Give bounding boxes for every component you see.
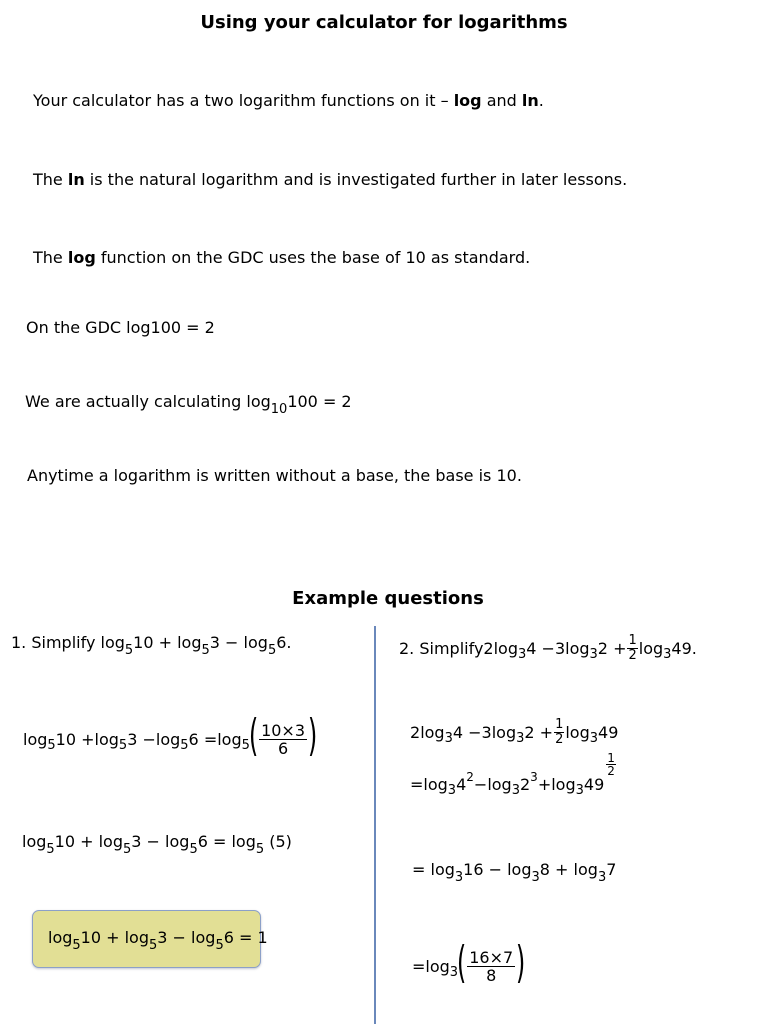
base: 3 xyxy=(454,870,464,885)
log: log xyxy=(551,774,576,794)
fraction xyxy=(259,722,307,757)
log: log xyxy=(191,928,216,947)
paren-open: ( xyxy=(248,710,259,761)
term: 4 − xyxy=(452,722,482,742)
log: log xyxy=(487,774,512,794)
term: 6. xyxy=(276,633,292,652)
base: 5 xyxy=(124,643,134,658)
denominator: 8 xyxy=(486,965,497,985)
base: 5 xyxy=(47,737,56,753)
base: 5 xyxy=(118,737,128,753)
intro-paragraph-1 xyxy=(33,91,544,110)
term: 10 + xyxy=(133,633,178,652)
log: log xyxy=(565,638,590,658)
text-segment: 100 = 2 xyxy=(287,392,352,411)
log: log xyxy=(565,722,590,742)
operator: − xyxy=(473,774,488,794)
log: log xyxy=(243,633,268,652)
operator: + xyxy=(537,774,552,794)
coefficient: 3 xyxy=(554,638,566,658)
text-segment: and xyxy=(481,91,522,110)
column-divider xyxy=(374,626,376,1024)
log: log xyxy=(100,633,125,652)
half-fraction xyxy=(627,634,637,663)
term: 4 xyxy=(456,774,467,794)
text-segment: . xyxy=(538,91,544,110)
log: log xyxy=(491,722,517,742)
text-segment: The xyxy=(33,248,68,267)
text-segment: We are actually calculating log xyxy=(25,392,271,411)
log: log xyxy=(155,729,181,749)
log: log xyxy=(98,832,123,851)
keyword-log: log xyxy=(453,91,482,110)
denominator: 2 xyxy=(628,647,637,663)
log: log xyxy=(638,638,664,658)
half-fraction xyxy=(554,718,564,747)
base: 3 xyxy=(531,870,540,885)
base: 5 xyxy=(46,842,55,857)
coefficient: 2 xyxy=(410,722,421,742)
numerator: 10×3 xyxy=(261,720,306,740)
q2-step-3 xyxy=(412,860,617,885)
numerator: 16×7 xyxy=(469,947,514,967)
term: 10 + xyxy=(55,729,95,749)
exponent-fraction xyxy=(606,752,616,777)
base: 5 xyxy=(149,938,158,953)
base: 5 xyxy=(267,643,277,658)
log: log xyxy=(48,928,73,947)
question-label: 1. Simplify xyxy=(11,633,101,652)
term: 3 − xyxy=(209,633,244,652)
base: 5 xyxy=(72,938,81,953)
exponent: 2 xyxy=(466,770,474,784)
gdc-example: On the GDC log100 = 2 xyxy=(26,318,215,337)
intro-paragraph-3 xyxy=(33,248,530,267)
term: 8 + xyxy=(539,860,574,879)
intro-paragraph-2 xyxy=(33,170,627,189)
page-title: Using your calculator for logarithms xyxy=(200,12,568,33)
paren-open: ( xyxy=(264,832,276,851)
numerator: 1 xyxy=(607,750,615,765)
question-1 xyxy=(11,633,292,658)
log: log xyxy=(124,928,149,947)
term: 3 − xyxy=(127,729,156,749)
text-segment: is the natural logarithm and is investigated further in later lessons. xyxy=(84,170,628,189)
equals: = xyxy=(412,860,431,879)
base: 3 xyxy=(575,782,584,798)
base: 3 xyxy=(589,646,598,662)
base: 3 xyxy=(597,870,607,885)
term: 2 + xyxy=(524,722,554,742)
term: 10 + xyxy=(54,832,99,851)
base: 5 xyxy=(255,842,265,857)
q1-step-2 xyxy=(22,832,292,857)
base: 3 xyxy=(444,730,453,746)
q2-step-4 xyxy=(412,937,526,992)
log: log xyxy=(423,774,448,794)
log: log xyxy=(573,860,598,879)
paren-open: ( xyxy=(456,937,467,988)
question-label: 2. Simplify xyxy=(399,638,484,658)
argument: 5 xyxy=(275,832,286,851)
denominator: 2 xyxy=(555,731,564,747)
question-2 xyxy=(399,628,697,668)
base: 3 xyxy=(517,646,527,662)
keyword-ln: ln xyxy=(67,170,85,189)
log: log xyxy=(217,729,242,749)
q2-step-1 xyxy=(410,712,618,752)
base-10-example xyxy=(25,392,352,417)
base: 3 xyxy=(516,730,525,746)
base: 5 xyxy=(180,737,189,753)
log: log xyxy=(507,860,532,879)
base: 5 xyxy=(123,842,132,857)
text-segment: The xyxy=(33,170,68,189)
term: 7 xyxy=(606,860,617,879)
base: 3 xyxy=(589,730,599,746)
log: log xyxy=(493,638,518,658)
term: 4 − xyxy=(526,638,555,658)
keyword-ln: ln xyxy=(521,91,539,110)
q2-step-2 xyxy=(410,750,616,806)
text-segment: function on the GDC uses the base of 10 as standard. xyxy=(95,248,531,267)
base: 5 xyxy=(189,842,198,857)
term: 6 = xyxy=(197,832,232,851)
log: log xyxy=(22,832,47,851)
equals: = xyxy=(412,956,426,976)
term: 2 xyxy=(519,774,531,794)
base: 3 xyxy=(663,646,672,662)
keyword-log: log xyxy=(67,248,96,267)
q1-answer xyxy=(48,928,268,953)
numerator: 1 xyxy=(628,632,637,648)
term: 6 = 1 xyxy=(223,928,268,947)
paren-close: ) xyxy=(516,937,526,988)
log: log xyxy=(231,832,256,851)
exponent: 3 xyxy=(530,770,538,784)
paren-close: ) xyxy=(285,832,292,851)
text-segment: Your calculator has a two logarithm functions on it – xyxy=(33,91,454,110)
base: 5 xyxy=(215,938,224,953)
log: log xyxy=(425,956,450,976)
paren-close: ) xyxy=(307,710,318,761)
log: log xyxy=(177,633,202,652)
log: log xyxy=(165,832,190,851)
subscript-base: 10 xyxy=(270,402,288,417)
log: log xyxy=(94,729,119,749)
base: 3 xyxy=(511,782,520,798)
base: 3 xyxy=(447,782,457,798)
term: 16 − xyxy=(463,860,508,879)
term: 6 = xyxy=(188,729,218,749)
term: 3 − xyxy=(131,832,166,851)
equals: = xyxy=(410,774,424,794)
term: 3 − xyxy=(157,928,192,947)
term: 10 + xyxy=(80,928,125,947)
log: log xyxy=(430,860,455,879)
base: 3 xyxy=(449,964,459,980)
term: 49 xyxy=(598,722,619,742)
base: 5 xyxy=(241,737,250,753)
coefficient: 3 xyxy=(481,722,492,742)
term: 49 xyxy=(583,774,605,794)
base: 5 xyxy=(201,643,210,658)
denominator: 6 xyxy=(277,738,289,758)
numerator: 1 xyxy=(555,716,564,732)
base-rule-note: Anytime a logarithm is written without a base, the base is 10. xyxy=(27,466,522,485)
log: log xyxy=(420,722,445,742)
fraction xyxy=(467,949,515,984)
log: log xyxy=(23,729,48,749)
term: 49. xyxy=(671,638,697,658)
q1-step-1 xyxy=(23,710,318,765)
examples-heading: Example questions xyxy=(292,588,484,609)
term: 2 + xyxy=(597,638,627,658)
coefficient: 2 xyxy=(483,638,494,658)
denominator: 2 xyxy=(607,763,615,778)
